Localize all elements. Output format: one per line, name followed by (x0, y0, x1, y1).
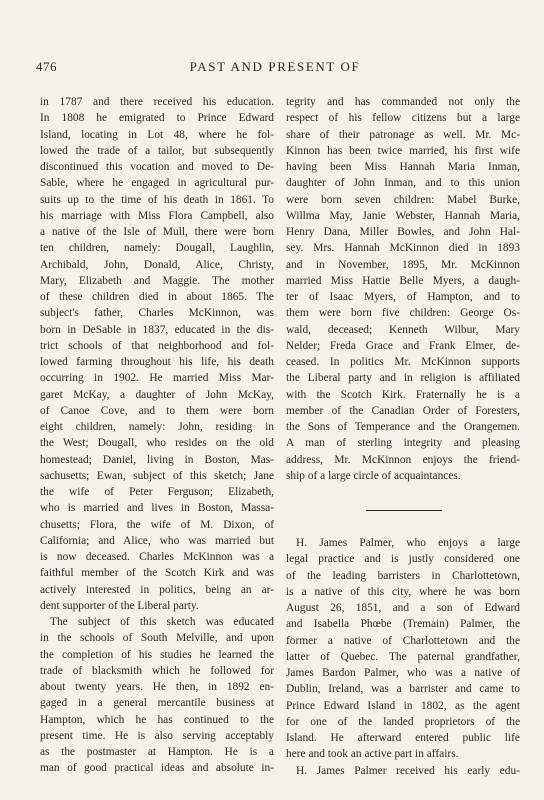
right-column (286, 94, 520, 779)
text-line: married Miss Hattie Belle Myers, a daugh- (286, 274, 520, 287)
text-line: and Isabella Phœbe (Tremain) Palmer, the (286, 618, 520, 631)
text-line: address, Mr. McKinnon enjoys the friend- (286, 453, 520, 466)
text-line: eight children, namely: John, residing in (40, 421, 274, 433)
text-line: occurring in 1902. He married Miss Mar- (40, 372, 274, 385)
text-line: Island, locating in Lot 48, where he fol- (40, 128, 274, 141)
text-line: actively interested in politics, being an ar- (40, 583, 274, 596)
text-line: respect of his fellow citizens but a large (286, 112, 520, 125)
text-line: homestead; Daniel, living in Boston, Mas- (40, 453, 274, 466)
text-line: for one of the landed proprietors of the (286, 715, 520, 728)
text-line: Sable, where he engaged in agricultural pur- (40, 177, 274, 190)
text-line: In 1808 he emigrated to Prince Edward (40, 112, 274, 125)
text-line: wald, deceased; Kenneth Wilbur, Mary (286, 323, 520, 336)
text-line: dent supporter of the Liberal party. (40, 599, 199, 612)
text-line: of these children died in about 1865. The (40, 291, 274, 303)
text-line: suits up to the time of his death in 1861. To (40, 193, 274, 206)
text-line: in 1787 and there received his education. (40, 96, 274, 108)
text-line: the Sons of Temperance and the Orangemen. (286, 421, 520, 433)
text-line: lowed the trade of a tailor, but subsequently (40, 144, 274, 157)
text-line: Henry Dana, Miller Bowles, and John Hal- (286, 226, 520, 238)
text-line: subject's father, Charles McKinnon, was (40, 307, 274, 320)
text-line: member of the Canadian Order of Foresters, (286, 404, 520, 417)
text-line: the Liberal party and in religion is affiliated (286, 372, 520, 385)
text-line: ten children, namely: Dougall, Laughlin, (40, 242, 274, 255)
running-title: PAST AND PRESENT OF (189, 59, 361, 74)
page-header (36, 59, 514, 79)
text-line: the wife of Peter Ferguson; Elizabeth, (40, 486, 274, 498)
text-line: the West; Dougall, who resides on the old (40, 437, 274, 450)
text-line: faithful member of the Scotch Kirk and was (40, 567, 274, 580)
text-line: The subject of this sketch was educated (50, 616, 274, 628)
text-line: daughter of John Inman, and to this union (286, 177, 520, 190)
text-line: Prince Edward Island in 1802, as the agent (286, 699, 520, 712)
text-line: discontinued this vocation and moved to De- (40, 161, 274, 173)
text-line: Archibald, John, Donald, Alice, Christy, (40, 258, 274, 271)
text-line: in the schools of South Melville, and upon (40, 632, 274, 645)
text-line: as the postmaster at Hampton. He is a (40, 746, 274, 758)
text-line: man of good practical ideas and absolute in- (40, 762, 274, 775)
text-line: Kinnon has been twice married, his first wife (286, 144, 520, 157)
text-line: Hampton, which he has continued to the (40, 713, 274, 726)
text-line: and in November, 1895, Mr. McKinnon (286, 258, 520, 271)
text-line: a native of the Isle of Mull, there were born (40, 226, 274, 238)
text-line: garet McKay, a daughter of John McKay, (40, 388, 274, 401)
text-line: ceased. In politics Mr. McKinnon supports (286, 356, 520, 368)
text-line: James Bardon Palmer, who was a native of (286, 667, 520, 679)
text-line: born in DeSable in 1837, educated in the dis- (40, 323, 274, 336)
text-line: the completion of his studies he learned the (40, 648, 274, 661)
text-line: about twenty years. He then, in 1892 en- (40, 681, 274, 693)
text-line: here and took an active part in affairs. (286, 748, 459, 761)
text-line: H. James Palmer received his early edu- (296, 764, 520, 777)
text-line: who is married and lives in Boston, Massa- (40, 502, 274, 515)
text-line: legal practice and is justly considered one (286, 553, 520, 566)
text-line: lowed farming throughout his life, his death (40, 356, 274, 368)
text-line: is now deceased. Charles McKinnon was a (40, 551, 274, 563)
left-column (40, 94, 274, 777)
text-line: Willma May, Janie Webster, Hannah Maria, (286, 209, 520, 222)
text-line: A man of sterling integrity and pleasing (286, 437, 520, 450)
text-line: ter of Isaac Myers, of Hampton, and to (286, 291, 520, 303)
text-line: trade of blacksmith which he followed for (40, 664, 274, 677)
page-number: 476 (36, 59, 57, 74)
text-line: present time. He is also serving acceptably (40, 729, 274, 742)
text-line: is a native of this city, where he was born (286, 585, 520, 598)
text-line: latter of Quebec. The paternal grandfather, (286, 650, 520, 663)
text-line: Dublin, Ireland, was a barrister and came to (286, 683, 520, 696)
text-line: tegrity and has commanded not only the (286, 96, 520, 108)
text-line: Mary, Elizabeth and Maggie. The mother (40, 274, 274, 287)
text-line: ship of a large circle of acquaintances. (286, 469, 461, 482)
text-line: of Canoe Cove, and to them were born (40, 404, 274, 417)
text-line: H. James Palmer, who enjoys a large (296, 537, 520, 549)
text-line: gaged in a general mercantile business at (40, 697, 274, 710)
text-line: former a native of Charlottetown and the (286, 634, 520, 647)
text-line: August 26, 1851, and a son of Edward (286, 602, 520, 614)
text-line: chusetts; Flora, the wife of M. Dixon, of (40, 518, 274, 531)
text-line: share of their patronage as well. Mr. Mc- (286, 128, 520, 141)
text-line: with the Scotch Kirk. Fraternally he is a (286, 388, 520, 401)
text-line: were born seven children: Mabel Burke, (286, 193, 520, 206)
text-line: of the leading barristers in Charlottetown, (286, 569, 520, 582)
text-line: Island. He afterward entered public life (286, 732, 520, 744)
text-line: his marriage with Miss Flora Campbell, also (40, 209, 274, 222)
text-line: Nelder; Freda Grace and Frank Elmer, de- (286, 339, 520, 352)
text-line: them were born five children: George Os- (286, 307, 520, 320)
text-line: California; and Alice, who was married but (40, 534, 274, 547)
text-line: sachusetts; Ewan, subject of this sketch; Jane (40, 469, 274, 482)
text-line: sey. Mrs. Hannah McKinnon died in 1893 (286, 242, 520, 255)
text-line: having been Miss Hannah Maria Inman, (286, 161, 520, 173)
text-line: trict schools of that neighborhood and fol- (40, 339, 274, 352)
